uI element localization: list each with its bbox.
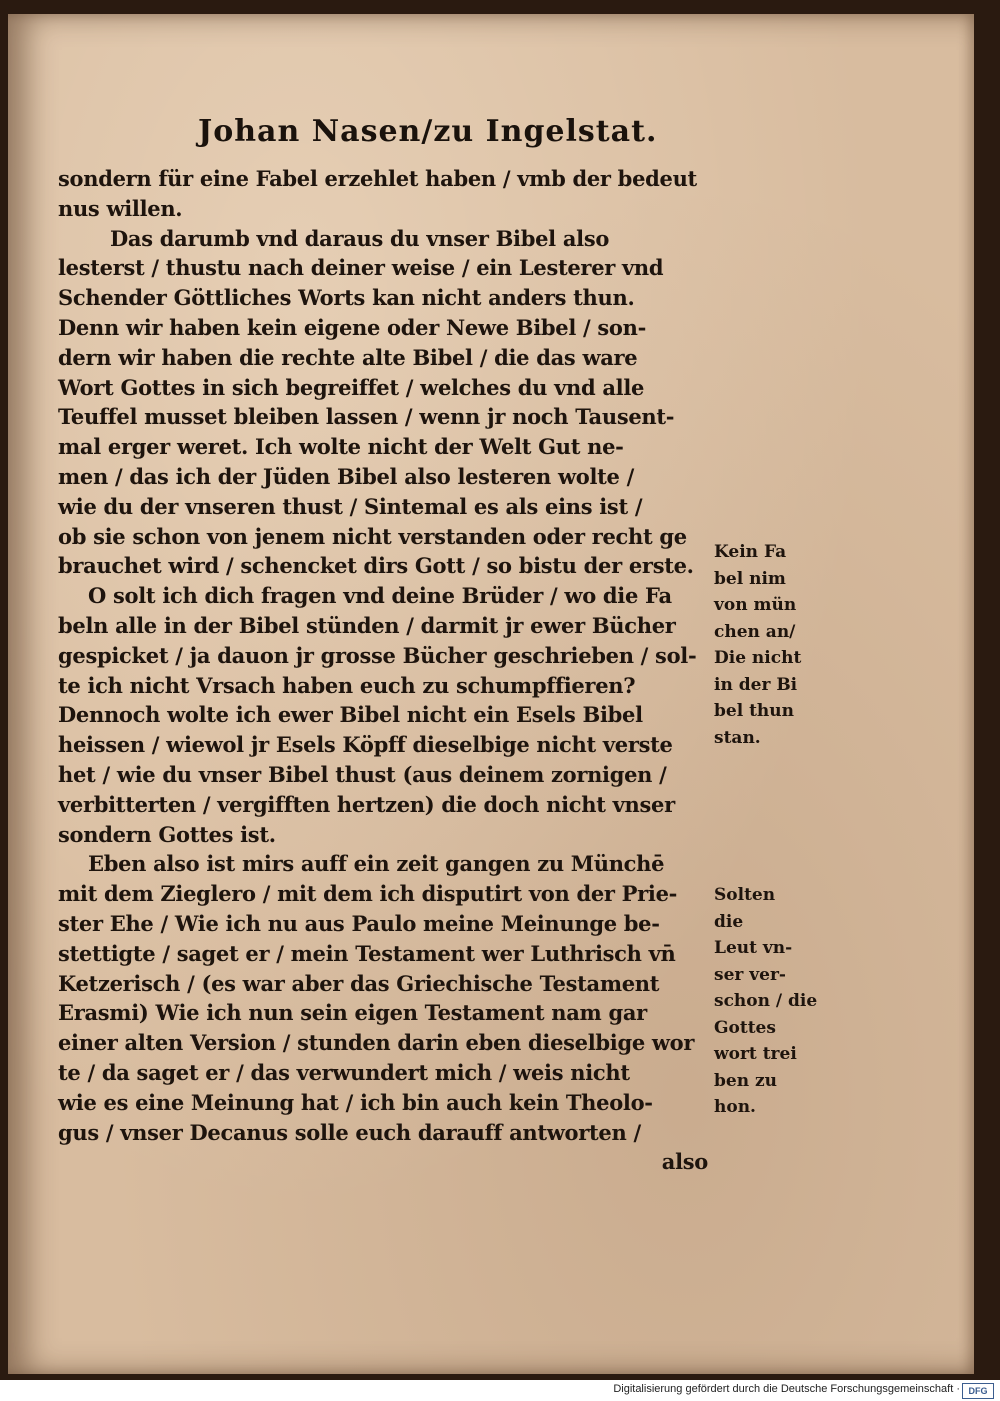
text-line: beln alle in der Bibel stünden / darmit jr ewer Bücher xyxy=(58,612,676,638)
marginal-note-line: Leut vn- xyxy=(714,938,793,958)
text-line: ob sie schon von jenem nicht verstanden oder recht ge xyxy=(58,523,687,549)
text-line: gus / vnser Decanus solle euch darauff antworten / xyxy=(58,1119,641,1145)
text-line: Das darumb vnd daraus du vnser Bibel also xyxy=(110,225,610,251)
text-line: verbitterten / vergifften hertzen) die doch nicht vnser xyxy=(58,791,675,817)
text-line: Wort Gottes in sich begreiffet / welches du vnd alle xyxy=(58,374,645,400)
marginal-note-line: stan. xyxy=(714,727,761,748)
text-line: sondern für eine Fabel erzehlet haben / vmb der bedeut xyxy=(58,166,697,191)
text-line: Denn wir haben kein eigene oder Newe Bibel / son- xyxy=(58,314,647,340)
text-line: Schender Göttliches Worts kan nicht anders thun. xyxy=(58,285,635,311)
text-line: te / da saget er / das verwundert mich / weis nicht xyxy=(58,1059,630,1085)
text-line: lesterst / thustu nach deiner weise / ein Lesterer vnd xyxy=(58,255,664,281)
marginal-note-line: ben zu xyxy=(714,1070,777,1091)
text-line: sondern Gottes ist. xyxy=(58,821,276,847)
text-line: men / das ich der Jüden Bibel also lesteren wolte / xyxy=(58,463,634,489)
text-line: het / wie du vnser Bibel thust (aus deinem zornigen / xyxy=(58,761,667,787)
marginal-note-line: in der Bi xyxy=(714,674,798,695)
book-page xyxy=(8,14,974,1374)
running-head: Johan Nasen/zu Ingelstat. xyxy=(198,114,658,149)
text-line: brauchet wird / schencket dirs Gott / so bistu der erste. xyxy=(58,553,694,579)
text-line: gespicket / ja dauon jr grosse Bücher geschrieben / sol- xyxy=(58,642,697,668)
marginal-note-line: wort trei xyxy=(714,1044,797,1064)
marginal-note-line: Solten xyxy=(714,885,776,905)
dfg-logo: DFG xyxy=(962,1383,994,1399)
text-line: wie du der vnseren thust / Sintemal es als eins ist / xyxy=(58,493,643,519)
catchword: also xyxy=(661,1149,708,1175)
text-line: te ich nicht Vrsach haben euch zu schumpffieren? xyxy=(58,672,636,698)
text-line: einer alten Version / stunden darin eben dieselbige wor xyxy=(58,1030,695,1056)
marginal-note-line: Gottes xyxy=(714,1017,776,1038)
body-text xyxy=(58,164,718,1177)
text-line: wie es eine Meinung hat / ich bin auch kein Theolo- xyxy=(58,1089,653,1115)
marginal-note-line: von mün xyxy=(714,595,797,615)
footer-bar xyxy=(0,1380,1000,1401)
text-line: Dennoch wolte ich ewer Bibel nicht ein Esels Bibel xyxy=(58,702,643,728)
marginal-note-line: Kein Fa xyxy=(714,542,787,562)
text-line: Teuffel musset bleiben lassen / wenn jr noch Tausent- xyxy=(58,404,675,430)
text-line: mit dem Zieglero / mit dem ich disputirt von der Prie- xyxy=(58,881,678,907)
text-line: heissen / wiewol jr Esels Köpff dieselbige nicht verste xyxy=(58,732,673,758)
marginal-note-line: hon. xyxy=(714,1097,756,1117)
text-line: mal erger weret. Ich wolte nicht der Welt Gut ne- xyxy=(58,434,624,460)
marginal-note-line: bel nim xyxy=(714,568,786,589)
text-line: dern wir haben die rechte alte Bibel / die das ware xyxy=(58,344,638,370)
text-line: ster Ehe / Wie ich nu aus Paulo meine Meinunge be- xyxy=(58,910,660,936)
marginal-note-line: ser ver- xyxy=(714,964,786,985)
marginal-note xyxy=(714,882,824,1121)
funding-credit: Digitalisierung gefördert durch die Deutsche Forschungsgemeinschaft · xyxy=(613,1383,960,1395)
marginal-note-line: Die nicht xyxy=(714,648,802,668)
marginal-note-line: schon / die xyxy=(714,991,818,1011)
text-line: Erasmi) Wie ich nun sein eigen Testament nam gar xyxy=(58,1000,647,1026)
marginal-note-line: die xyxy=(714,911,744,932)
marginal-note-line: chen an/ xyxy=(714,621,796,642)
marginal-note-line: bel thun xyxy=(714,701,795,721)
marginal-note xyxy=(714,539,824,751)
text-line: Eben also ist mirs auff ein zeit gangen zu Münchē xyxy=(88,851,665,877)
text-line: Ketzerisch / (es war aber das Griechische Testament xyxy=(58,970,660,996)
text-line: nus willen. xyxy=(58,195,183,221)
text-line: O solt ich dich fragen vnd deine Brüder / wo die Fa xyxy=(88,583,672,609)
text-line: stettigte / saget er / mein Testament wer Luthrisch vn̄ xyxy=(58,940,676,966)
